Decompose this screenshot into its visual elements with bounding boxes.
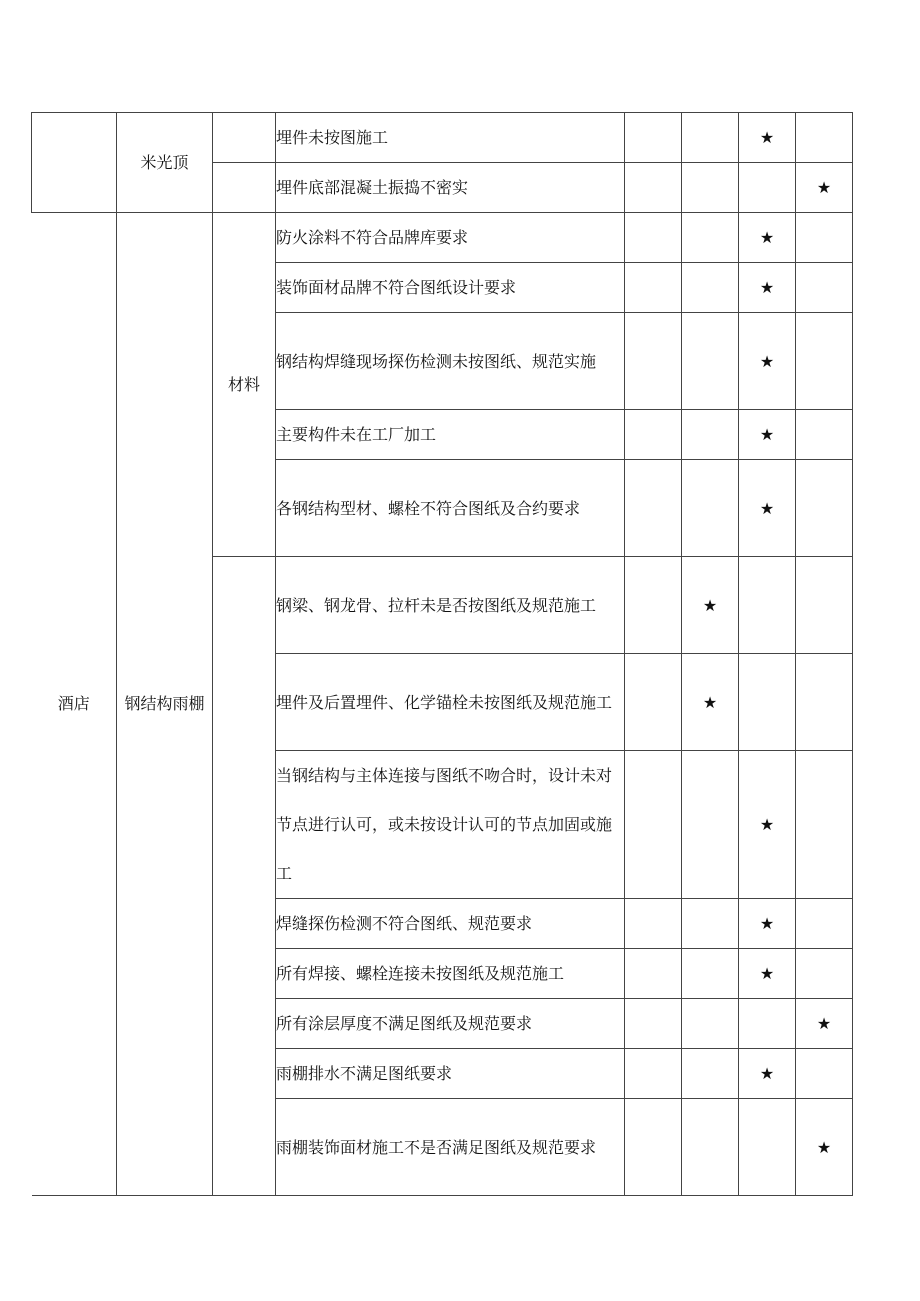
rating-cell-4 — [796, 751, 853, 899]
star-icon: ★ — [759, 351, 775, 371]
inspection-table — [31, 112, 853, 1196]
project-cell-blank — [32, 113, 117, 213]
table-row — [32, 113, 853, 163]
item-text: 钢梁、钢龙骨、拉杆未是否按图纸及规范施工 — [276, 557, 625, 654]
star-icon: ★ — [759, 964, 775, 983]
rating-cell-3 — [739, 999, 796, 1049]
item-text: 钢结构焊缝现场探伤检测未按图纸、规范实施 — [276, 313, 625, 410]
rating-cell-3 — [739, 1049, 796, 1099]
rating-cell-2 — [682, 163, 739, 213]
item-text: 焊缝探伤检测不符合图纸、规范要求 — [276, 899, 625, 949]
subgroup-cell-blank — [213, 557, 276, 1196]
item-text: 主要构件未在工厂加工 — [276, 410, 625, 460]
star-icon: ★ — [759, 128, 775, 147]
rating-cell-3 — [739, 263, 796, 313]
star-icon: ★ — [816, 1014, 832, 1033]
rating-cell-4 — [796, 263, 853, 313]
star-icon: ★ — [816, 1137, 832, 1157]
group-label: 米光顶 — [117, 113, 213, 213]
star-icon: ★ — [759, 914, 775, 933]
item-text: 埋件底部混凝土振捣不密实 — [276, 163, 625, 213]
rating-cell-4 — [796, 1049, 853, 1099]
star-icon: ★ — [759, 228, 775, 247]
item-text: 埋件及后置埋件、化学锚栓未按图纸及规范施工 — [276, 654, 625, 751]
rating-cell-3 — [739, 654, 796, 751]
rating-cell-2 — [682, 751, 739, 899]
group-label: 钢结构雨棚 — [117, 213, 213, 1196]
rating-cell-4 — [796, 654, 853, 751]
rating-cell-2 — [682, 899, 739, 949]
rating-cell-1 — [625, 460, 682, 557]
rating-cell-1 — [625, 263, 682, 313]
rating-cell-3 — [739, 163, 796, 213]
star-icon: ★ — [759, 278, 775, 297]
rating-cell-2 — [682, 557, 739, 654]
rating-cell-3 — [739, 899, 796, 949]
rating-cell-2 — [682, 113, 739, 163]
rating-cell-2 — [682, 263, 739, 313]
rating-cell-3 — [739, 1099, 796, 1196]
rating-cell-1 — [625, 113, 682, 163]
rating-cell-2 — [682, 999, 739, 1049]
item-text: 防火涂料不符合品牌库要求 — [276, 213, 625, 263]
star-icon: ★ — [759, 425, 775, 444]
rating-cell-2 — [682, 460, 739, 557]
rating-cell-3 — [739, 949, 796, 999]
rating-cell-1 — [625, 1049, 682, 1099]
rating-cell-3 — [739, 557, 796, 654]
rating-cell-1 — [625, 410, 682, 460]
rating-cell-1 — [625, 949, 682, 999]
rating-cell-4 — [796, 999, 853, 1049]
rating-cell-1 — [625, 1099, 682, 1196]
rating-cell-3 — [739, 410, 796, 460]
item-text: 雨棚排水不满足图纸要求 — [276, 1049, 625, 1099]
rating-cell-2 — [682, 213, 739, 263]
rating-cell-4 — [796, 163, 853, 213]
star-icon: ★ — [759, 498, 775, 518]
rating-cell-4 — [796, 313, 853, 410]
rating-cell-2 — [682, 1049, 739, 1099]
rating-cell-4 — [796, 1099, 853, 1196]
rating-cell-2 — [682, 654, 739, 751]
rating-cell-3 — [739, 213, 796, 263]
rating-cell-3 — [739, 751, 796, 899]
star-icon: ★ — [702, 692, 718, 712]
rating-cell-2 — [682, 410, 739, 460]
rating-cell-4 — [796, 213, 853, 263]
rating-cell-1 — [625, 213, 682, 263]
rating-cell-4 — [796, 899, 853, 949]
rating-cell-1 — [625, 654, 682, 751]
project-label: 酒店 — [32, 213, 117, 1196]
rating-cell-4 — [796, 460, 853, 557]
rating-cell-3 — [739, 313, 796, 410]
item-text: 装饰面材品牌不符合图纸设计要求 — [276, 263, 625, 313]
rating-cell-1 — [625, 751, 682, 899]
item-text: 雨棚装饰面材施工不是否满足图纸及规范要求 — [276, 1099, 625, 1196]
rating-cell-2 — [682, 313, 739, 410]
rating-cell-1 — [625, 313, 682, 410]
star-icon: ★ — [759, 815, 775, 834]
subgroup-cell-blank — [213, 163, 276, 213]
subgroup-label: 材料 — [213, 213, 276, 557]
rating-cell-1 — [625, 899, 682, 949]
star-icon: ★ — [702, 595, 718, 615]
rating-cell-1 — [625, 999, 682, 1049]
item-text: 所有焊接、螺栓连接未按图纸及规范施工 — [276, 949, 625, 999]
rating-cell-4 — [796, 113, 853, 163]
rating-cell-1 — [625, 557, 682, 654]
item-text: 所有涂层厚度不满足图纸及规范要求 — [276, 999, 625, 1049]
rating-cell-4 — [796, 557, 853, 654]
rating-cell-3 — [739, 113, 796, 163]
star-icon: ★ — [759, 1064, 775, 1083]
item-text: 各钢结构型材、螺栓不符合图纸及合约要求 — [276, 460, 625, 557]
item-text: 当钢结构与主体连接与图纸不吻合时，设计未对节点进行认可，或未按设计认可的节点加固或施工 — [276, 751, 625, 899]
item-text: 埋件未按图施工 — [276, 113, 625, 163]
rating-cell-2 — [682, 1099, 739, 1196]
star-icon: ★ — [816, 178, 832, 197]
rating-cell-3 — [739, 460, 796, 557]
rating-cell-2 — [682, 949, 739, 999]
rating-cell-4 — [796, 949, 853, 999]
subgroup-cell-blank — [213, 113, 276, 163]
rating-cell-4 — [796, 410, 853, 460]
rating-cell-1 — [625, 163, 682, 213]
table-row — [32, 213, 853, 263]
